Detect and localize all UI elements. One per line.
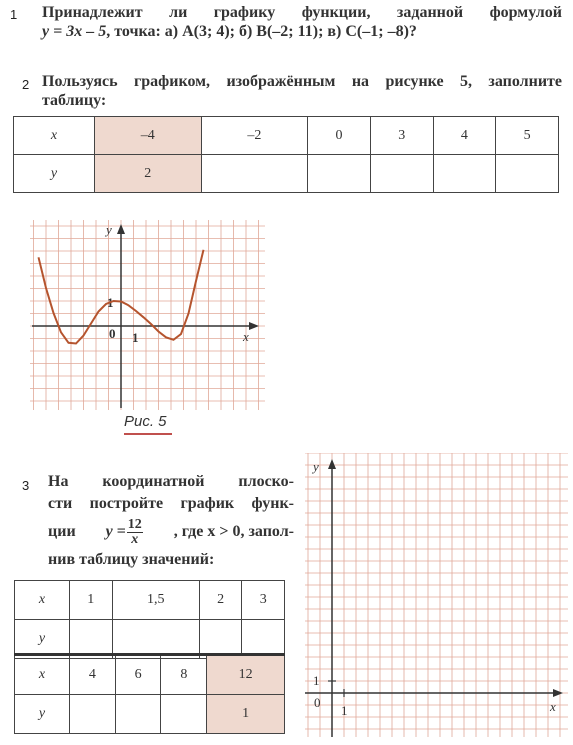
table-cell [115,695,161,734]
task3-line2: сти постройте график функ- [48,495,294,512]
task2-number: 2 [22,77,30,92]
table-row [15,655,285,695]
figure5-x-arrow [249,322,259,330]
table-cell [308,155,371,193]
table-cell: 4 [70,655,116,695]
task3-line4: нив таблицу значений: [48,551,215,568]
caption-underline [124,433,172,435]
table-cell: 1,5 [112,581,199,620]
task3-line3 [48,515,294,549]
grid-origin: 0 [314,695,321,710]
grid-tick-one-y: 1 [313,673,320,688]
task3-line1: На координатной плоско- [48,473,294,490]
fraction-numerator: 12 [127,516,142,532]
task3-function [106,518,144,547]
table-row [14,117,559,155]
fraction-denominator: x [131,531,139,547]
task3-number: 3 [22,478,30,493]
table-cell: 6 [115,655,161,695]
task1-line2 [42,22,562,41]
table-header-x: x [14,117,95,155]
grid-tick-one-x: 1 [341,703,348,718]
task1-formula: y = 3x – 5 [42,23,107,40]
table-cell: 0 [308,117,371,155]
task3-line3-start: ции [48,523,76,540]
table-header-x: x [15,655,70,695]
task2-text [42,72,562,110]
task2-line2: таблицу: [42,92,107,109]
grid-x-arrow [553,689,563,697]
task1-text [42,3,562,41]
task3-func-prefix: y = [105,522,126,540]
table-header-y: y [15,695,70,734]
task2-line1: Пользуясь графиком, изображённым на рисунке 5, заполните [42,73,562,90]
task3-table-a [14,580,285,659]
table-cell: –2 [201,117,308,155]
task1-line1: Принадлежит ли графику функции, заданной формулой [42,4,562,21]
table-cell: 1 [207,695,285,734]
table-cell [370,155,433,193]
figure5-y-arrow [117,224,125,234]
table-cell [201,155,308,193]
task1-number: 1 [10,7,18,22]
table-cell [161,695,207,734]
table-cell: 12 [207,655,285,695]
table-row [15,695,285,734]
task3-table-b [14,653,285,734]
table-cell: 3 [242,581,285,620]
table-cell: 8 [161,655,207,695]
grid-y-label: y [313,459,319,474]
table-cell: –4 [95,117,202,155]
table-cell [70,695,116,734]
task3-fraction [127,518,143,547]
task2-table [13,116,559,193]
figure5-graph [30,220,265,410]
task3-text [48,471,294,571]
table-cell: 3 [370,117,433,155]
figure5-tick-one-y: 1 [107,295,114,310]
table-cell: 2 [95,155,202,193]
grid-x-label: x [550,699,556,714]
figure5-origin: 0 [109,326,116,341]
task1-points: , точка: а) A(3; 4); б) B(–2; 11); в) C(–1; –8)? [106,23,417,40]
table-cell [433,155,496,193]
table-header-y: y [15,620,70,659]
table-cell: 5 [496,117,559,155]
table-row [14,155,559,193]
table-cell: 4 [433,117,496,155]
figure5-tick-one-x: 1 [132,330,139,345]
table-cell: 2 [199,581,242,620]
table-cell: 1 [70,581,113,620]
figure5-x-label: x [243,329,249,344]
table-cell [496,155,559,193]
table-row [15,581,285,620]
table-header-y: y [14,155,95,193]
figure5-grid [30,220,265,410]
task3-coordinate-grid [305,453,568,737]
figure5-y-label: y [106,222,112,237]
grid-y-arrow [328,459,336,469]
task3-line3-end: , где x > 0, запол- [173,523,294,540]
table-header-x: x [15,581,70,620]
figure5-caption: Рис. 5 [124,413,167,430]
